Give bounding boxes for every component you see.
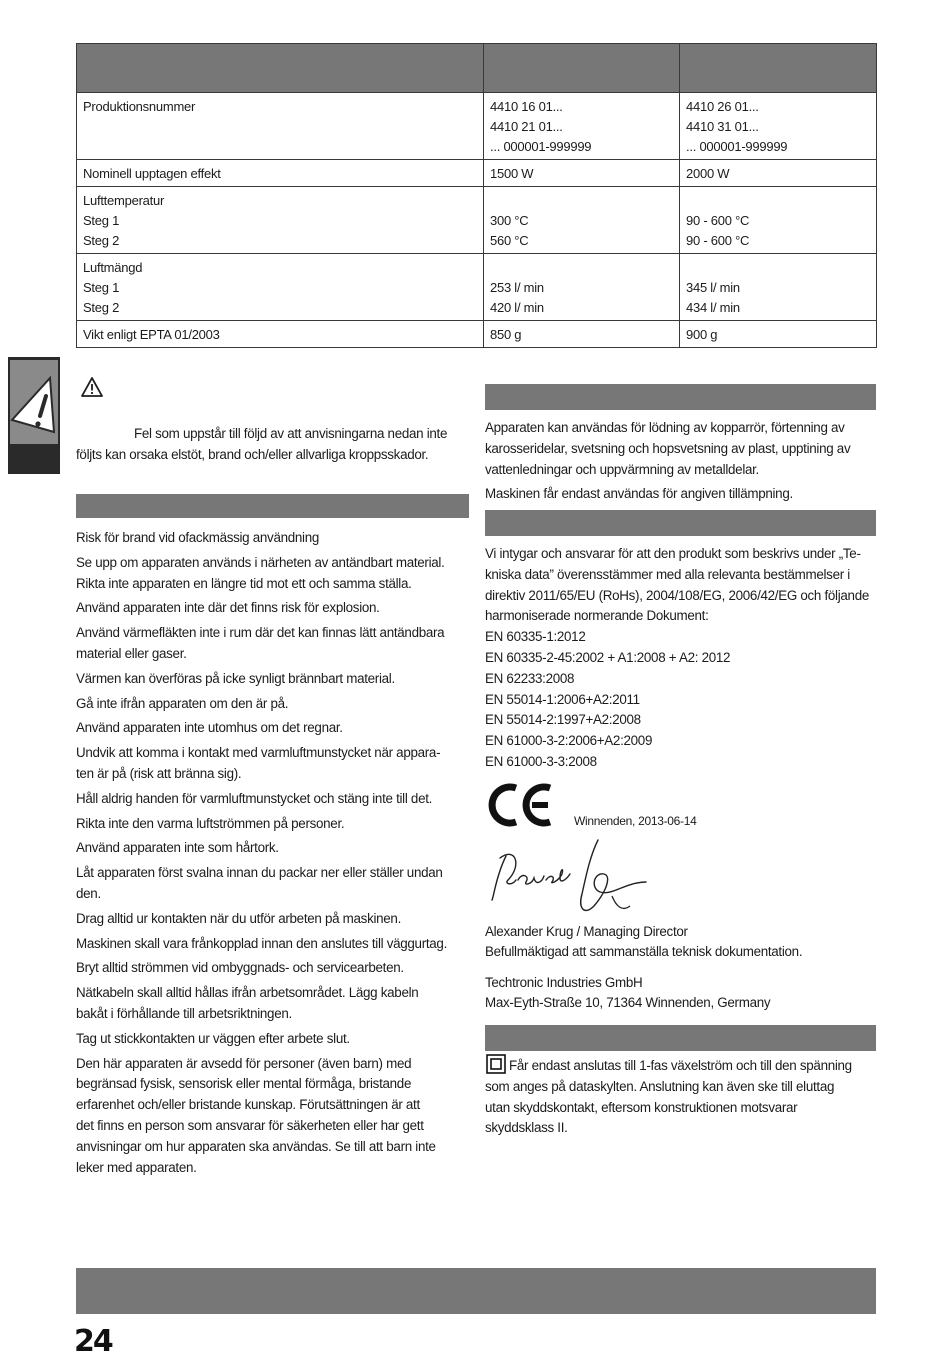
spec-cell-line: ... 000001-999999 xyxy=(686,139,788,154)
spec-cell-line: Steg 1 xyxy=(83,280,120,295)
warning-tab-panel xyxy=(10,360,58,444)
spec-cell-line: 4410 31 01... xyxy=(686,119,759,134)
safety-line: Använd apparaten inte som hårtork. xyxy=(76,840,279,856)
company-address: Max-Eyth-Straße 10, 71364 Winnenden, Germany xyxy=(485,994,771,1010)
usage-line: karosseridelar, svetsning och hopsvetsning av plast, upptining av xyxy=(485,440,851,456)
safety-line: det finns en person som ansvarar för säkerheten eller har gett xyxy=(76,1117,424,1133)
spec-cell-line: 4410 21 01... xyxy=(490,119,563,134)
spec-cell-line: Lufttemperatur xyxy=(83,193,165,208)
safety-line: den. xyxy=(76,885,101,901)
warning-side-tab xyxy=(8,357,60,474)
spec-cell-line: ... 000001-999999 xyxy=(490,139,592,154)
spec-cell-line: Vikt enligt EPTA 01/2003 xyxy=(83,327,220,342)
safety-line: Låt apparaten först svalna innan du packar ner eller ställer undan xyxy=(76,865,443,881)
safety-line: material eller gaser. xyxy=(76,645,187,661)
spec-cell-line: 2000 W xyxy=(686,166,730,181)
spec-cell-line xyxy=(686,258,870,278)
spec-cell-line: 900 g xyxy=(686,327,718,342)
spec-value-cell-1 xyxy=(484,321,680,348)
standard-item: EN 61000-3-2:2006+A2:2009 xyxy=(485,733,653,749)
conformity-section-bar xyxy=(485,510,876,536)
spec-value-cell-2 xyxy=(680,93,877,160)
safety-paragraph xyxy=(76,553,471,595)
standard-item: EN 61000-3-3:2008 xyxy=(485,753,597,769)
safety-line: Den här apparaten är avsedd för personer (även barn) med xyxy=(76,1055,412,1071)
safety-line: Nätkabeln skall alltid hållas ifrån arbetsområdet. Lägg kabeln xyxy=(76,985,419,1001)
mains-line: skyddsklass II. xyxy=(485,1120,568,1136)
signer-role: Befullmäktigad att sammanställa teknisk dokumentation. xyxy=(485,943,803,959)
spec-value-cell-1 xyxy=(484,254,680,321)
mains-line: utan skyddskontakt, eftersom konstruktionen motsvarar xyxy=(485,1099,798,1115)
spec-cell-line xyxy=(686,191,870,211)
safety-line: Tag ut stickkontakten ur väggen efter arbete slut. xyxy=(76,1030,350,1046)
conformity-line: direktiv 2011/65/EU (RoHs), 2004/108/EG, 2006/42/EG och följande xyxy=(485,587,869,603)
warning-intro xyxy=(76,424,471,466)
spec-cell-line: 560 °C xyxy=(490,233,529,248)
safety-line: Risk för brand vid ofackmässig användning xyxy=(76,530,319,545)
safety-line: Gå inte ifrån apparaten om den är på. xyxy=(76,695,289,711)
spec-cell-line: 90 - 600 °C xyxy=(686,213,750,228)
spec-cell-line: 850 g xyxy=(490,327,522,342)
safety-paragraph xyxy=(76,718,471,739)
safety-paragraph xyxy=(76,958,471,979)
mains-section-bar xyxy=(485,1025,876,1051)
spec-label-cell xyxy=(77,254,484,321)
spec-row xyxy=(77,254,877,321)
safety-line: Använd apparaten inte där det finns risk för explosion. xyxy=(76,600,380,616)
safety-paragraph xyxy=(76,743,471,785)
safety-line: Håll aldrig handen för varmluftmunstycket och stäng inte till det. xyxy=(76,790,433,806)
safety-line: Se upp om apparaten används i närheten av antändbart material. xyxy=(76,554,445,570)
spec-label-cell xyxy=(77,160,484,187)
safety-paragraph xyxy=(76,694,471,715)
safety-paragraph xyxy=(76,1029,471,1050)
safety-paragraph xyxy=(76,838,471,859)
safety-line: Bryt alltid strömmen vid ombyggnads- och servicearbeten. xyxy=(76,960,404,976)
spec-cell-line: 4410 26 01... xyxy=(686,99,759,114)
page-number: 24 xyxy=(74,1324,112,1359)
usage-line: Apparaten kan användas för lödning av kopparrör, förtenning av xyxy=(485,420,845,435)
usage-section-bar xyxy=(485,384,876,410)
spec-value-cell-2 xyxy=(680,321,877,348)
safety-line: Rikta inte apparaten en längre tid mot ett och samma ställa. xyxy=(76,575,412,591)
safety-line: anvisningar om hur apparaten ska användas. Se till att barn inte xyxy=(76,1138,436,1154)
safety-paragraph xyxy=(76,934,471,955)
mains-line: Får endast anslutas till 1-fas växelström och till den spänning xyxy=(509,1058,852,1073)
safety-line: Värmen kan överföras på icke synligt brännbart material. xyxy=(76,670,395,686)
spec-label-cell xyxy=(77,93,484,160)
safety-line: begränsad fysisk, sensorisk eller mental förmåga, bristande xyxy=(76,1076,412,1092)
conformity-line: harmoniserade normerande Dokument: xyxy=(485,608,709,624)
footer-bar xyxy=(76,1268,876,1314)
spec-header-cell xyxy=(77,44,484,93)
safety-section-bar xyxy=(76,494,469,518)
ce-mark-icon xyxy=(488,782,554,828)
standard-item: EN 55014-2:1997+A2:2008 xyxy=(485,712,641,728)
safety-paragraph xyxy=(76,789,471,810)
spec-cell-line: Nominell upptagen effekt xyxy=(83,166,221,181)
signature-image xyxy=(486,836,656,924)
standard-item: EN 62233:2008 xyxy=(485,670,575,686)
safety-line: Drag alltid ur kontakten när du utför arbeten på maskinen. xyxy=(76,910,402,926)
spec-cell-line: Luftmängd xyxy=(83,260,143,275)
standard-item: EN 60335-2-45:2002 + A1:2008 + A2: 2012 xyxy=(485,649,731,665)
warning-intro-line: Fel som uppstår till följd av att anvisningarna nedan inte xyxy=(134,426,448,441)
spec-row xyxy=(77,187,877,254)
mains-line: som anges på dataskylten. Anslutning kan även ske till eluttag xyxy=(485,1078,835,1094)
spec-cell-line: 420 l/ min xyxy=(490,300,544,315)
safety-line: Rikta inte den varma luftströmmen på personer. xyxy=(76,815,345,831)
safety-paragraph xyxy=(76,528,471,549)
safety-instructions xyxy=(76,528,471,1182)
conformity-line: Vi intygar och ansvarar för att den produkt som beskrivs under „Te- xyxy=(485,546,861,561)
warning-intro-line: följts kan orsaka elstöt, brand och/eller allvarliga kroppsskador. xyxy=(76,446,429,462)
safety-paragraph xyxy=(76,909,471,930)
spec-header-cell xyxy=(680,44,877,93)
spec-cell-line: 1500 W xyxy=(490,166,534,181)
spec-cell-line: 4410 16 01... xyxy=(490,99,563,114)
place-date: Winnenden, 2013-06-14 xyxy=(574,814,697,828)
spec-cell-line: 300 °C xyxy=(490,213,529,228)
usage-note: Maskinen får endast användas för angiven tillämpning. xyxy=(485,486,793,502)
spec-value-cell-1 xyxy=(484,93,680,160)
warning-triangle-icon xyxy=(80,376,104,398)
spec-cell-line: Steg 2 xyxy=(83,233,120,248)
signer-block xyxy=(485,922,880,1012)
safety-paragraph xyxy=(76,863,471,905)
spec-table-header xyxy=(77,44,877,93)
spec-cell-line: Steg 1 xyxy=(83,213,120,228)
spec-row xyxy=(77,93,877,160)
safety-paragraph xyxy=(76,814,471,835)
spec-value-cell-1 xyxy=(484,160,680,187)
spec-row xyxy=(77,160,877,187)
safety-line: ten är på (risk att bränna sig). xyxy=(76,765,242,781)
safety-line: erfarenhet och/eller bristande kunskap. Förutsättningen är att xyxy=(76,1097,420,1113)
mains-text xyxy=(485,1056,880,1139)
spec-header-cell xyxy=(484,44,680,93)
spec-value-cell-2 xyxy=(680,254,877,321)
safety-line: Undvik att komma i kontakt med varmluftmunstycket när appara- xyxy=(76,745,441,761)
safety-line: Använd värmefläkten inte i rum där det kan finnas lätt antändbara xyxy=(76,625,445,641)
spec-cell-line xyxy=(490,191,673,211)
safety-line: bakåt i förhållande till arbetsriktningen. xyxy=(76,1005,292,1021)
usage-line: vattenledningar och uppvärmning av metalldelar. xyxy=(485,461,759,477)
signer-name: Alexander Krug / Managing Director xyxy=(485,924,688,939)
safety-paragraph xyxy=(76,1054,471,1179)
spec-label-cell xyxy=(77,187,484,254)
standard-item: EN 55014-1:2006+A2:2011 xyxy=(485,691,640,707)
spec-cell-line: Produktionsnummer xyxy=(83,99,196,114)
spec-table xyxy=(76,43,877,348)
safety-paragraph xyxy=(76,669,471,690)
conformity-line: kniska data” överensstämmer med alla relevanta bestämmelser i xyxy=(485,566,850,582)
safety-paragraph xyxy=(76,983,471,1025)
safety-line: leker med apparaten. xyxy=(76,1159,197,1175)
spec-cell-line: 434 l/ min xyxy=(686,300,740,315)
spec-cell-line: 90 - 600 °C xyxy=(686,233,750,248)
conformity-text xyxy=(485,544,880,773)
standard-item: EN 60335-1:2012 xyxy=(485,629,586,645)
spec-row xyxy=(77,321,877,348)
spec-cell-line xyxy=(490,258,673,278)
spec-value-cell-2 xyxy=(680,187,877,254)
spec-cell-line: 253 l/ min xyxy=(490,280,544,295)
usage-text xyxy=(485,418,880,509)
spec-cell-line: 345 l/ min xyxy=(686,280,740,295)
spec-cell-line: Steg 2 xyxy=(83,300,120,315)
safety-line: Maskinen skall vara frånkopplad innan den anslutes till väggurtag. xyxy=(76,935,447,951)
spec-value-cell-1 xyxy=(484,187,680,254)
safety-line: Använd apparaten inte utomhus om det regnar. xyxy=(76,720,343,736)
warning-exclamation-icon xyxy=(10,360,58,444)
spec-label-cell xyxy=(77,321,484,348)
company-name: Techtronic Industries GmbH xyxy=(485,975,643,990)
safety-paragraph xyxy=(76,623,471,665)
safety-paragraph xyxy=(76,598,471,619)
spec-value-cell-2 xyxy=(680,160,877,187)
